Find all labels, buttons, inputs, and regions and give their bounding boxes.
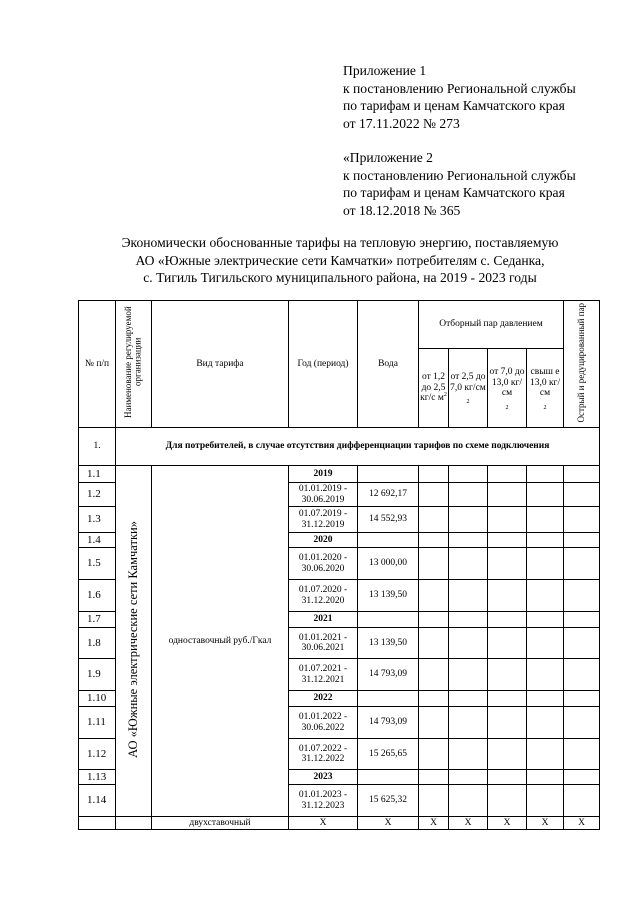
row-value: 14 552,93 bbox=[358, 507, 419, 533]
row-value: 15 625,32 bbox=[358, 785, 419, 817]
row-value bbox=[358, 466, 419, 483]
row-value: 13 139,50 bbox=[358, 628, 419, 659]
title-line: Экономически обоснованные тарифы на тепловую энергию, поставляемую bbox=[121, 235, 559, 250]
empty-cell bbox=[419, 770, 449, 785]
row-num: 1.4 bbox=[79, 533, 116, 548]
row-num: 1.14 bbox=[79, 785, 116, 817]
empty-cell bbox=[488, 659, 527, 691]
row-value bbox=[358, 612, 419, 628]
empty-cell bbox=[488, 612, 527, 628]
row-num: 1.11 bbox=[79, 707, 116, 739]
row-period: 2020 bbox=[289, 533, 358, 548]
row-num: 1.1 bbox=[79, 466, 116, 483]
empty-cell bbox=[419, 691, 449, 707]
empty-cell bbox=[527, 580, 564, 612]
empty-cell bbox=[449, 612, 488, 628]
row-value bbox=[358, 691, 419, 707]
row-period: 2023 bbox=[289, 770, 358, 785]
header-water: Вода bbox=[358, 301, 419, 428]
row-period: 01.01.2022 - 30.06.2022 bbox=[289, 707, 358, 739]
empty-cell bbox=[564, 612, 600, 628]
empty-cell bbox=[564, 507, 600, 533]
empty-cell bbox=[419, 580, 449, 612]
row-value: 13 000,00 bbox=[358, 548, 419, 580]
empty-cell bbox=[564, 628, 600, 659]
appendix-2-line: «Приложение 2 bbox=[343, 150, 433, 165]
empty-cell bbox=[527, 691, 564, 707]
empty-cell bbox=[527, 659, 564, 691]
empty-cell bbox=[449, 466, 488, 483]
section-title: Для потребителей, в случае отсутствия дифференциации тарифов по схеме подключения bbox=[116, 428, 600, 466]
org-name-cell bbox=[116, 466, 152, 817]
empty-cell bbox=[488, 691, 527, 707]
header-pressure-3 bbox=[488, 349, 527, 428]
two-rate-row bbox=[79, 817, 600, 830]
title-line: АО «Южные электрические сети Камчатки» потребителям с. Седанка, bbox=[135, 252, 545, 268]
row-num: 1.9 bbox=[79, 659, 116, 691]
x-mark: Х bbox=[449, 817, 488, 830]
row-num: 1.2 bbox=[79, 483, 116, 507]
appendix-2-line: от 18.12.2018 № 365 bbox=[343, 202, 461, 218]
empty-cell bbox=[449, 707, 488, 739]
empty-cell bbox=[564, 770, 600, 785]
empty-cell bbox=[449, 691, 488, 707]
empty-cell bbox=[419, 483, 449, 507]
header-sharp bbox=[564, 301, 600, 428]
row-period: 01.01.2020 - 30.06.2020 bbox=[289, 548, 358, 580]
header-pressure-1 bbox=[419, 349, 449, 428]
empty-cell bbox=[564, 739, 600, 770]
empty-cell bbox=[419, 533, 449, 548]
table-row bbox=[79, 466, 600, 483]
empty-cell bbox=[419, 548, 449, 580]
pressure-exp: 2 bbox=[505, 404, 509, 411]
empty-cell bbox=[488, 628, 527, 659]
appendix-1 bbox=[343, 62, 633, 219]
row-period: 01.07.2021 - 31.12.2021 bbox=[289, 659, 358, 691]
empty-cell bbox=[488, 785, 527, 817]
row-value: 14 793,09 bbox=[358, 659, 419, 691]
empty-cell bbox=[527, 483, 564, 507]
org-name: АО «Южные электрические сети Камчатки» bbox=[126, 520, 140, 758]
empty-cell bbox=[488, 507, 527, 533]
row-period: 01.07.2020 - 31.12.2020 bbox=[289, 580, 358, 612]
empty-cell bbox=[564, 483, 600, 507]
empty-cell bbox=[488, 466, 527, 483]
empty-cell bbox=[527, 785, 564, 817]
row-num: 1.7 bbox=[79, 612, 116, 628]
row-period: 2019 bbox=[289, 466, 358, 483]
header-tariff-type: Вид тарифа bbox=[152, 301, 289, 428]
empty-cell bbox=[527, 466, 564, 483]
header-org bbox=[116, 301, 152, 428]
empty-cell bbox=[488, 739, 527, 770]
document-title bbox=[60, 234, 620, 287]
empty-cell bbox=[419, 612, 449, 628]
spacer bbox=[343, 132, 633, 149]
empty-cell bbox=[488, 770, 527, 785]
empty-cell bbox=[488, 483, 527, 507]
appendix-2-line: по тарифам и ценам Камчатского края bbox=[343, 185, 565, 200]
row-num: 1.13 bbox=[79, 770, 116, 785]
pressure-label: от 1,2 до 2,5 кг/с м bbox=[420, 372, 446, 404]
empty-cell bbox=[564, 659, 600, 691]
x-mark: Х bbox=[564, 817, 600, 830]
empty-cell bbox=[449, 659, 488, 691]
empty-cell bbox=[449, 483, 488, 507]
empty-cell bbox=[419, 659, 449, 691]
empty-cell bbox=[527, 770, 564, 785]
empty-cell bbox=[488, 580, 527, 612]
empty-cell bbox=[449, 770, 488, 785]
empty-cell bbox=[419, 785, 449, 817]
row-period: 01.01.2019 - 30.06.2019 bbox=[289, 483, 358, 507]
empty-cell bbox=[527, 612, 564, 628]
header-pressure-4 bbox=[527, 349, 564, 428]
appendix-1-line: к постановлению Региональной службы bbox=[343, 80, 576, 96]
appendix-1-line: Приложение 1 bbox=[343, 63, 427, 78]
empty-cell bbox=[527, 533, 564, 548]
row-period: 01.01.2023 - 31.12.2023 bbox=[289, 785, 358, 817]
row-num: 1.3 bbox=[79, 507, 116, 533]
header-num: № п/п bbox=[79, 301, 116, 428]
empty-cell bbox=[449, 739, 488, 770]
empty-cell bbox=[527, 548, 564, 580]
x-mark: Х bbox=[527, 817, 564, 830]
row-value: 12 692,17 bbox=[358, 483, 419, 507]
pressure-label: от 2,5 до 7,0 кг/см bbox=[450, 372, 486, 393]
appendix-1-line: от 17.11.2022 № 273 bbox=[343, 115, 460, 131]
empty-cell bbox=[527, 628, 564, 659]
row-period: 01.07.2022 - 31.12.2022 bbox=[289, 739, 358, 770]
two-rate-label: двухставочный bbox=[152, 817, 289, 830]
row-value: 13 139,50 bbox=[358, 580, 419, 612]
row-value bbox=[358, 770, 419, 785]
empty-cell bbox=[419, 628, 449, 659]
empty-cell bbox=[488, 707, 527, 739]
row-value bbox=[358, 533, 419, 548]
row-period: 01.07.2019 - 31.12.2019 bbox=[289, 507, 358, 533]
row-period: 01.01.2021 - 30.06.2021 bbox=[289, 628, 358, 659]
empty-cell bbox=[527, 507, 564, 533]
empty-cell bbox=[419, 739, 449, 770]
row-value: 15 265,65 bbox=[358, 739, 419, 770]
section-num: 1. bbox=[79, 428, 116, 466]
empty-cell bbox=[449, 628, 488, 659]
empty-cell bbox=[419, 707, 449, 739]
pressure-exp: 2 bbox=[443, 392, 447, 399]
empty-cell bbox=[449, 533, 488, 548]
header-sharp-text: Острый и редуцированный пар bbox=[575, 302, 586, 422]
row-num: 1.12 bbox=[79, 739, 116, 770]
empty-cell bbox=[449, 580, 488, 612]
empty-cell bbox=[564, 707, 600, 739]
empty-cell bbox=[527, 707, 564, 739]
header-pressure-2 bbox=[449, 349, 488, 428]
empty-cell bbox=[564, 466, 600, 483]
appendix-2-line: к постановлению Региональной службы bbox=[343, 167, 576, 183]
empty-cell bbox=[449, 785, 488, 817]
x-mark: Х bbox=[358, 817, 419, 830]
empty-cell bbox=[564, 548, 600, 580]
empty-cell bbox=[419, 466, 449, 483]
single-rate-label: одноставочный руб./Гкал bbox=[152, 466, 289, 817]
row-num: 1.10 bbox=[79, 691, 116, 707]
row-period: 2022 bbox=[289, 691, 358, 707]
empty-cell bbox=[116, 817, 152, 830]
empty-cell bbox=[488, 533, 527, 548]
tariff-table bbox=[78, 300, 600, 830]
empty-cell bbox=[79, 817, 116, 830]
pressure-label: свыш е 13,0 кг/см bbox=[529, 367, 561, 398]
empty-cell bbox=[564, 691, 600, 707]
empty-cell bbox=[527, 739, 564, 770]
header-org-text: Наименование регулируемой организации bbox=[123, 306, 143, 419]
pressure-label: от 7,0 до 13,0 кг/см bbox=[489, 367, 525, 398]
header-period: Год (период) bbox=[289, 301, 358, 428]
x-mark: Х bbox=[419, 817, 449, 830]
empty-cell bbox=[564, 785, 600, 817]
x-mark: Х bbox=[289, 817, 358, 830]
row-num: 1.5 bbox=[79, 548, 116, 580]
row-value: 14 793,09 bbox=[358, 707, 419, 739]
header-steam-group: Отборный пар давлением bbox=[419, 301, 564, 349]
row-num: 1.8 bbox=[79, 628, 116, 659]
title-line: с. Тигиль Тигильского муниципального района, на 2019 - 2023 годы bbox=[143, 270, 537, 285]
empty-cell bbox=[564, 580, 600, 612]
pressure-exp: 2 bbox=[466, 399, 470, 406]
row-period: 2021 bbox=[289, 612, 358, 628]
empty-cell bbox=[488, 548, 527, 580]
empty-cell bbox=[449, 548, 488, 580]
row-num: 1.6 bbox=[79, 580, 116, 612]
appendix-1-line: по тарифам и ценам Камчатского края bbox=[343, 98, 565, 113]
empty-cell bbox=[419, 507, 449, 533]
pressure-exp: 2 bbox=[543, 404, 547, 411]
x-mark: Х bbox=[488, 817, 527, 830]
empty-cell bbox=[564, 533, 600, 548]
empty-cell bbox=[449, 507, 488, 533]
